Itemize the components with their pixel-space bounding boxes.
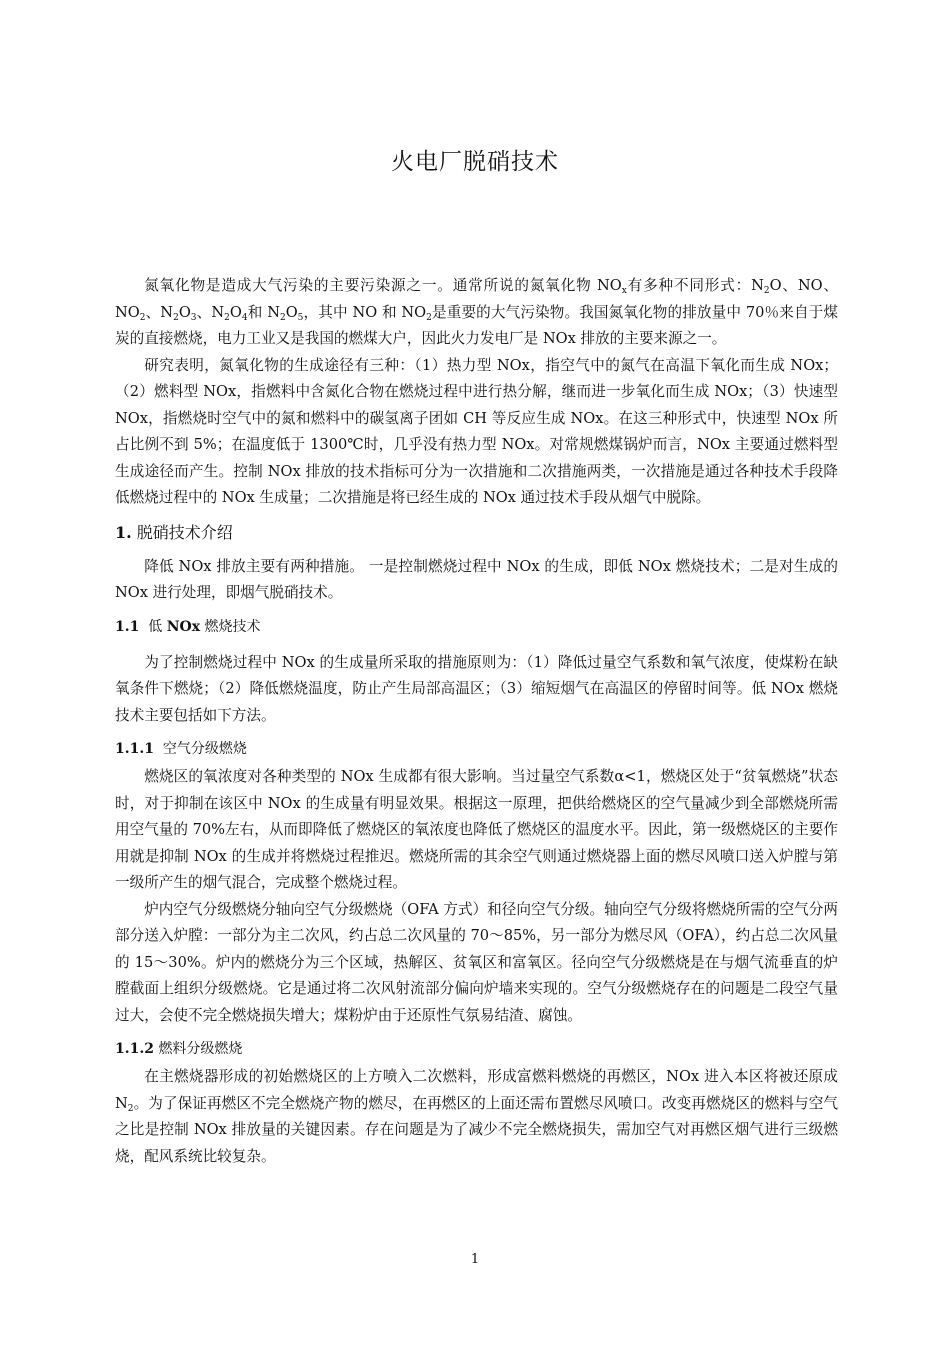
section-1-paragraph: 降低 NOx 排放主要有两种措施。 一是控制燃烧过程中 NOx 的生成，即低 NOx 燃烧技术；二是对生成的 NOx 进行处理，即烟气脱硝技术。: [115, 557, 838, 601]
intro-paragraph-2: 研究表明，氮氧化物的生成途径有三种：（1）热力型 NOx，指空气中的氮气在高温下氧化而生成 NOx；（2）燃料型 NOx，指燃料中含氮化合物在燃烧过程中进行热分解，继而进一步氧化而生成 NOx；（3）快速型 NOx，指燃烧时空气中的氮和燃料中的碳氢离子团如 CH 等反应生成 NOx。在这三种形式中，快速型 NOx 所占比例不到 5%；在温度低于 1300℃时，几乎没有热力型 NOx。对常规燃煤锅炉而言，NOx 主要通过燃料型生成途径而产生。控制 NOx 排放的技术指标可分为一次措施和二次措施两类，一次措施是通过各种技术手段降低燃烧过程中的 NOx 生成量；二次措施是将已经生成的 NOx 通过技术手段从烟气中脱除。: [115, 356, 838, 506]
section-1-1-1-paragraph-2: 炉内空气分级燃烧分轴向空气分级燃烧（OFA 方式）和径向空气分级。轴向空气分级将燃烧所需的空气分两部分送入炉膛：一部分为主二次风，约占总二次风量的 70～85%，另一部分为燃尽风（OFA），约占总二次风量的 15～30%。炉内的燃烧分为三个区域，热解区、贫氧区和富氧区。径向空气分级燃烧是在与烟气流垂直的炉膛截面上组织分级燃烧。它是通过将二次风射流部分偏向炉墙来实现的。空气分级燃烧存在的问题是二段空气量过大，会使不完全燃烧损失增大；煤粉炉由于还原性气氛易结渣、腐蚀。: [115, 900, 838, 1024]
page-number: 1: [470, 1252, 480, 1267]
page-title: 火电厂脱硝技术: [391, 149, 559, 175]
section-1-heading: 1. 脱硝技术介绍: [115, 522, 233, 542]
section-1-1-2-paragraph: 在主燃烧器形成的初始燃烧区的上方喷入二次燃料，形成富燃料燃烧的再燃区，NOx 进入本区将被还原成 $N_2$。为了保证再燃区不完全燃烧产物的燃尽，在再燃区的上面还需布置燃尽风喷口。改变再燃烧区的燃料与空气之比是控制 NOx 排放量的关键因素。存在问题是为了减少不完全燃烧损失，需加空气对再燃区烟气进行三级燃烧，配风系统比较复杂。: [115, 1068, 838, 1165]
section-1-1-1-heading: 1.1.1 空气分级燃烧: [115, 741, 247, 757]
section-1-1-2-heading: 1.1.2 燃料分级燃烧: [115, 1041, 243, 1057]
section-1-1-1-paragraph-1: 燃烧区的氧浓度对各种类型的 NOx 生成都有很大影响。当过量空气系数α<1，燃烧区处于“贫氧燃烧”状态时，对于抑制在该区中 NOx 的生成量有明显效果。根据这一原理，把供给燃烧区的空气量减少到全部燃烧所需用空气量的 70%左右，从而即降低了燃烧区的氧浓度也降低了燃烧区的温度水平。因此，第一级燃烧区的主要作用就是抑制 NOx 的生成并将燃烧过程推迟。燃烧所需的其余空气则通过燃烧器上面的燃尽风喷口送入炉膛与第一级所产生的烟气混合，完成整个燃烧过程。: [115, 768, 838, 891]
document-body: [115, 273, 838, 1170]
section-1-1-heading: 1.1 低 NOx 燃烧技术: [115, 618, 261, 635]
intro-paragraph-1: 氮氧化物是造成大气污染的主要污染源之一。通常所说的氮氧化物 $NO_x$有多种不同形式：$N_2O$、NO、$NO_2$、$N_2O_3$、$N_2O_4$和 $N_2O_5$，其中 NO 和 $NO_2$是重要的大气污染物。我国氮氧化物的排放量中 70％来自于煤炭的直接燃烧，电力工业又是我国的燃煤大户，因此火力发电厂是 NOx 排放的主要来源之一。: [115, 277, 838, 347]
section-1-1-paragraph: 为了控制燃烧过程中 NOx 的生成量所采取的措施原则为：（1）降低过量空气系数和氧气浓度，使煤粉在缺氧条件下燃烧；（2）降低燃烧温度，防止产生局部高温区；（3）缩短烟气在高温区的停留时间等。低 NOx 燃烧技术主要包括如下方法。: [115, 653, 838, 724]
